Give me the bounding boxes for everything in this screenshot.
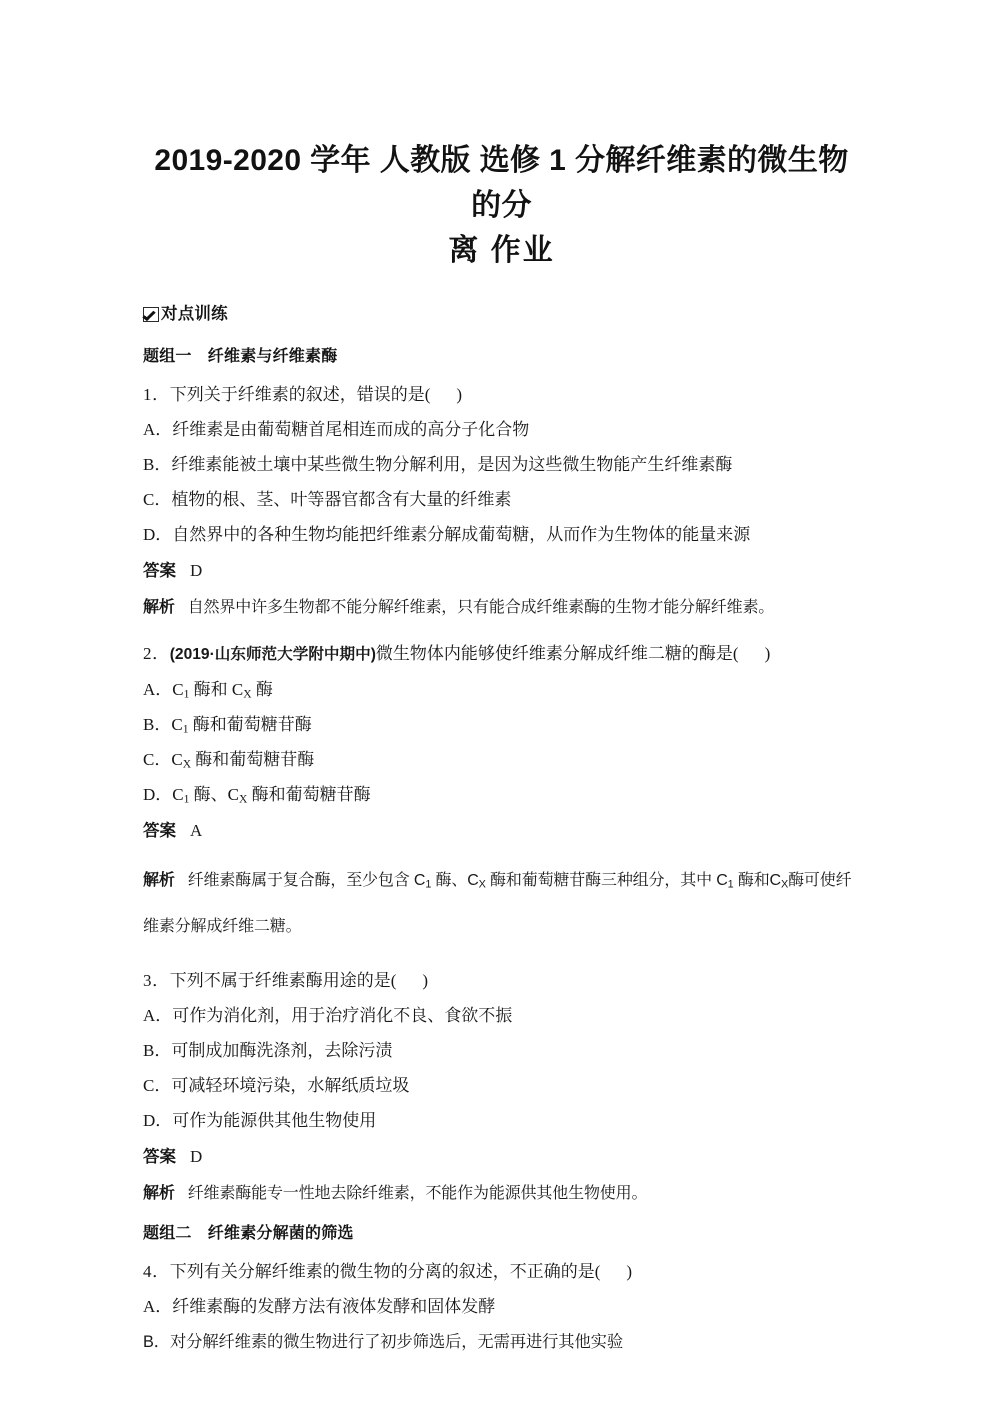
- question-2-option-a: [143, 680, 860, 700]
- answer-label: 答案: [143, 1148, 176, 1166]
- explanation-label: 解析: [143, 1185, 175, 1202]
- question-4-paren-close: ): [626, 1262, 633, 1281]
- question-1-option-b: [143, 455, 860, 475]
- option-subscript: X: [239, 792, 248, 806]
- option-text: 酶和葡萄糖苷酶: [188, 715, 312, 734]
- question-2-source: (2019·山东师范大学附中期中): [169, 646, 376, 663]
- option-text: 酶和 C: [189, 680, 244, 699]
- explanation-text: 酶、C: [431, 872, 479, 889]
- option-text: C: [171, 750, 183, 769]
- question-1-option-c: [143, 490, 860, 510]
- question-2-option-c: [143, 750, 860, 770]
- option-text: C: [172, 680, 184, 699]
- option-text: 可制成加酶洗涤剂，去除污渍: [171, 1041, 393, 1060]
- section-header: [143, 301, 860, 327]
- option-label: B．: [143, 1041, 172, 1060]
- option-label: C．: [143, 750, 172, 769]
- explanation-subscript: 1: [727, 878, 734, 891]
- explanation-text: 纤维素酶属于复合酶，至少包含 C: [187, 872, 426, 889]
- option-text: 酶和葡萄糖苷酶: [191, 750, 315, 769]
- option-label: D．: [143, 525, 173, 544]
- question-2-text: 微生物体内能够使纤维素分解成纤维二糖的酶是(: [375, 644, 739, 663]
- answer-value: D: [190, 1147, 203, 1166]
- option-text: 可减轻环境污染，水解纸质垃圾: [171, 1076, 410, 1095]
- answer-value: D: [190, 561, 203, 580]
- question-2-number: 2．: [143, 644, 170, 663]
- explanation-subscript: 1: [425, 878, 432, 891]
- option-text: 酶: [251, 680, 273, 699]
- explanation-text: 酶和葡萄糖苷酶三种组分，其中 C: [485, 872, 728, 889]
- question-1-answer: [143, 561, 860, 581]
- option-subscript: 1: [183, 792, 190, 806]
- question-1-paren-close: ): [456, 385, 463, 404]
- question-1-explanation: [143, 598, 860, 618]
- explanation-text: 酶可使纤维素分解成纤维二糖。: [143, 872, 852, 935]
- question-3-option-b: [143, 1041, 860, 1061]
- option-text: 酶和葡萄糖苷酶: [247, 785, 371, 804]
- option-text: 对分解纤维素的微生物进行了初步筛选后，无需再进行其他实验: [169, 1333, 624, 1351]
- option-label: D．: [143, 785, 173, 804]
- answer-label: 答案: [143, 822, 176, 840]
- question-1-stem: [143, 385, 860, 405]
- option-subscript: X: [243, 687, 252, 701]
- option-text: 可作为能源供其他生物使用: [172, 1111, 377, 1130]
- explanation-text: 自然界中许多生物都不能分解纤维素，只有能合成纤维素酶的生物才能分解纤维素。: [187, 599, 775, 616]
- explanation-subscript: X: [780, 878, 789, 891]
- question-2-paren-close: ): [764, 644, 771, 663]
- question-2-option-b: [143, 715, 860, 735]
- question-2-stem: [143, 644, 860, 665]
- question-3-answer: [143, 1147, 860, 1167]
- option-label: B．: [143, 715, 172, 734]
- question-1-option-a: [143, 420, 860, 440]
- question-3-option-a: [143, 1006, 860, 1026]
- question-2-answer: [143, 821, 860, 841]
- option-label: B．: [143, 455, 172, 474]
- option-text: 纤维素酶的发酵方法有液体发酵和固体发酵: [172, 1297, 496, 1316]
- explanation-text: 纤维素酶能专一性地去除纤维素，不能作为能源供其他生物使用。: [187, 1185, 648, 1202]
- explanation-label: 解析: [143, 599, 175, 616]
- page-title: [143, 0, 860, 273]
- explanation-text: 酶和: [733, 872, 770, 889]
- option-label: A．: [143, 1006, 173, 1025]
- group-heading-1: 题组一 纤维素与纤维素酶: [143, 348, 338, 365]
- option-label: A．: [143, 420, 173, 439]
- question-1-option-d: [143, 525, 860, 545]
- checkbox-check-icon: [143, 307, 159, 322]
- explanation-text: C: [769, 872, 781, 889]
- question-3-explanation: [143, 1184, 860, 1204]
- explanation-label: 解析: [143, 872, 175, 889]
- option-label: C．: [143, 490, 172, 509]
- question-4-number: 4．: [143, 1262, 170, 1281]
- section-header-label: 对点训练: [161, 305, 228, 323]
- question-3-option-c: [143, 1076, 860, 1096]
- option-label: C．: [143, 1076, 172, 1095]
- option-text: C: [172, 785, 184, 804]
- option-label: A．: [143, 680, 173, 699]
- option-label: D．: [143, 1111, 173, 1130]
- question-2-explanation: [143, 858, 860, 950]
- option-text: 酶、C: [189, 785, 239, 804]
- question-3-option-d: [143, 1111, 860, 1131]
- option-subscript: X: [182, 757, 192, 771]
- option-text: 可作为消化剂，用于治疗消化不良、食欲不振: [172, 1006, 513, 1025]
- question-4-option-a: [143, 1297, 860, 1317]
- option-label: B．: [143, 1333, 170, 1351]
- explanation-subscript: X: [478, 878, 486, 891]
- question-3-stem: [143, 971, 860, 991]
- option-text: 植物的根、茎、叶等器官都含有大量的纤维素: [171, 490, 512, 509]
- question-4-option-b: [143, 1332, 860, 1352]
- group-heading-2: 题组二 纤维素分解菌的筛选: [143, 1225, 354, 1242]
- page-title-line-2: 离 作业: [448, 234, 555, 267]
- option-text: C: [171, 715, 183, 734]
- answer-label: 答案: [143, 562, 176, 580]
- option-text: 纤维素是由葡萄糖首尾相连而成的高分子化合物: [172, 420, 530, 439]
- answer-value: A: [190, 821, 203, 840]
- option-subscript: 1: [183, 687, 190, 701]
- question-4-stem: [143, 1262, 860, 1282]
- option-text: 自然界中的各种生物均能把纤维素分解成葡萄糖，从而作为生物体的能量来源: [172, 525, 751, 544]
- question-3-text: 下列不属于纤维素酶用途的是(: [169, 971, 397, 990]
- option-text: 纤维素能被土壤中某些微生物分解利用，是因为这些微生物能产生纤维素酶: [171, 455, 733, 474]
- question-2-option-d: [143, 785, 860, 805]
- option-subscript: 1: [182, 722, 189, 736]
- question-4-text: 下列有关分解纤维素的微生物的分离的叙述，不正确的是(: [169, 1262, 601, 1281]
- question-1-text: 下列关于纤维素的叙述，错误的是(: [169, 385, 431, 404]
- question-3-number: 3．: [143, 971, 170, 990]
- page-title-line-1: 2019-2020 学年 人教版 选修 1 分解纤维素的微生物的分: [154, 144, 849, 222]
- question-1-number: 1．: [143, 385, 170, 404]
- option-label: A．: [143, 1297, 173, 1316]
- question-3-paren-close: ): [422, 971, 429, 990]
